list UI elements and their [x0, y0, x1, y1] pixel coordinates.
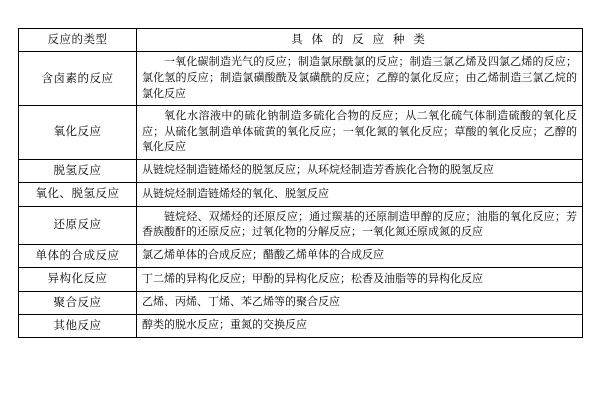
column-header-reaction-detail: 具 体 的 反 应 种 类: [137, 29, 583, 52]
column-header-reaction-type: 反应的类型: [19, 29, 137, 52]
reaction-detail-cell: 一氧化碳制造光气的反应；制造氯尿酰氯的反应；制造三氯乙烯及四氯乙烯的反应；氯化氢的反应；制造氯磺酸酰及氯磺酰的反应；乙醇的氯化反应；由乙烯制造三氯乙烷的氯化反应: [137, 52, 583, 106]
reaction-detail-cell: 氧化水溶液中的硫化钠制造多硫化合物的反应；从二氧化硫气体制造硫酸的氧化反应；从硫化氢制造单体硫黄的氧化反应；一氧化氮的氧化反应；草酸的氧化反应；乙醇的氧化反应: [137, 106, 583, 160]
reaction-type-cell: 聚合反应: [19, 291, 137, 314]
table-row: [19, 106, 583, 160]
table-row: [19, 52, 583, 106]
table-header-row: [19, 29, 583, 52]
reaction-detail-cell: 氯乙烯单体的合成反应；醋酸乙烯单体的合成反应: [137, 244, 583, 267]
reaction-type-cell: 单体的合成反应: [19, 244, 137, 267]
table-row: [19, 183, 583, 206]
table-row: [19, 206, 583, 244]
table-row: [19, 159, 583, 182]
reaction-type-cell: 异构化反应: [19, 268, 137, 291]
reaction-type-cell: 脱氢反应: [19, 159, 137, 182]
table-header: [19, 29, 583, 52]
table-row: [19, 291, 583, 314]
reaction-types-table: [18, 28, 583, 338]
table-row: [19, 314, 583, 337]
reaction-detail-cell: 丁二烯的异构化反应；甲酚的异构化反应；松香及油脂等的异构化反应: [137, 268, 583, 291]
reaction-type-cell: 含卤素的反应: [19, 52, 137, 106]
reaction-detail-cell: 从链烷烃制造链烯烃的脱氢反应；从环烷烃制造芳香族化合物的脱氢反应: [137, 159, 583, 182]
reaction-detail-cell: 醇类的脱水反应；重氮的交换反应: [137, 314, 583, 337]
reaction-type-cell: 氧化、脱氢反应: [19, 183, 137, 206]
reaction-detail-cell: 从链烷烃制造链烯烃的氧化、脱氢反应: [137, 183, 583, 206]
reaction-type-cell: 其他反应: [19, 314, 137, 337]
reaction-type-cell: 还原反应: [19, 206, 137, 244]
reaction-type-cell: 氧化反应: [19, 106, 137, 160]
table-body: [19, 52, 583, 338]
table-row: [19, 268, 583, 291]
table-row: [19, 244, 583, 267]
reaction-detail-cell: 乙烯、丙烯、丁烯、苯乙烯等的聚合反应: [137, 291, 583, 314]
reaction-detail-cell: 链烷烃、双烯烃的还原反应；通过羰基的还原制造甲醇的反应；油脂的氧化反应；芳香族酸酐的还原反应；过氧化物的分解反应；一氧化氮还原成氮的反应: [137, 206, 583, 244]
